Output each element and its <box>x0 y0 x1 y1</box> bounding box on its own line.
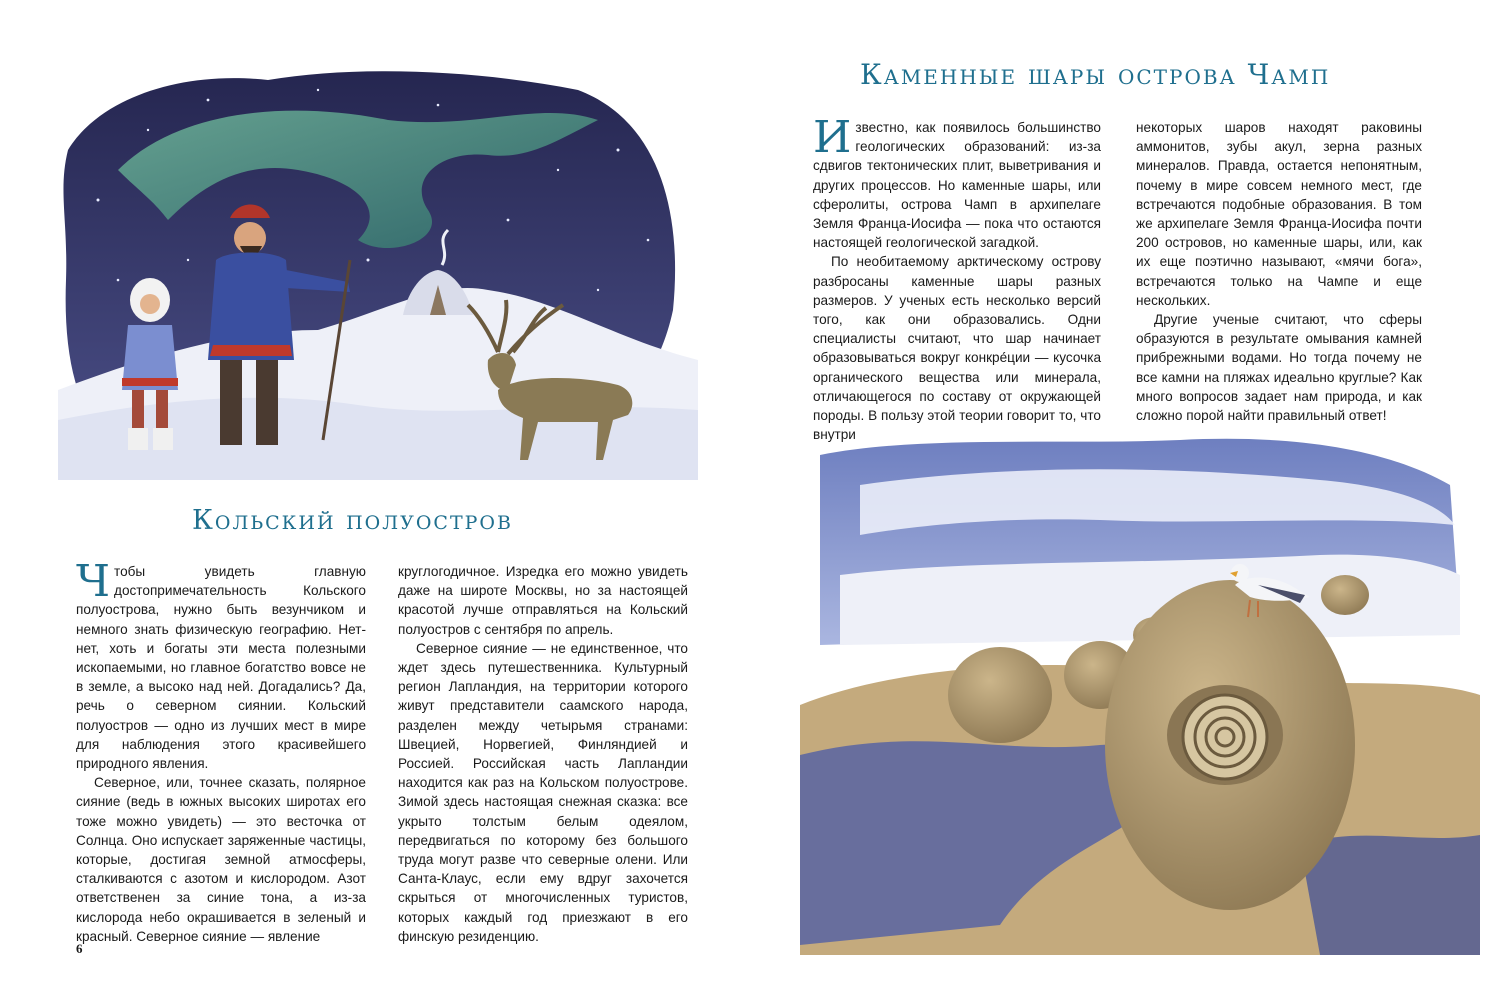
ammonite-fossil <box>1167 685 1283 785</box>
paragraph: Другие ученые считают, что сферы образуются в результате омывания камней прибрежными водами. Но тогда почему не все камни на пляжах идеально круглые? Как много вопросов задает нам природа, и как сложно порой найти правильный ответ! <box>1136 312 1422 424</box>
right-page <box>750 0 1500 1001</box>
text-column-right-2 <box>1136 118 1422 425</box>
kola-peninsula-illustration <box>58 60 698 480</box>
text-column-left-1 <box>76 556 366 946</box>
section-title-champ: Каменные шары острова Чамп <box>860 58 1331 91</box>
paragraph <box>813 112 1101 252</box>
drop-cap: И <box>813 112 852 163</box>
paragraph <box>76 556 366 773</box>
stone-balls-illustration <box>800 425 1480 955</box>
section-title-kola: Кольский полуостров <box>192 505 513 536</box>
paragraph: Северное сияние — не единственное, что ждет здесь путешественника. Культурный регион Лапландия, на территории которого живут представители саамского народа, разделен между четырьмя странами: Швецией, Норвегией, Финляндией и Россией. Российская часть Лапландии находится как раз на Кольском полуострове. Зимой здесь настоящая снежная сказка: все укрыто толстым белым одеялом, передвигаться по которому без большого труда могут разве что северные олени. Или Санта-Клаус, если ему вдруг захочется скрыться от многочисленных туристов, которых каждый год приезжают в его финскую резиденцию. <box>398 640 688 944</box>
paragraph-text: тобы увидеть главную достопримечательность Кольского полуострова, нужно быть везунчиком и немного знать физическую географию. Нет-нет, хоть и богаты эти места полезными ископаемыми, но главное богатство вовсе не в земле, а высоко над ней. Догадались? Да, речь о северном сиянии. Кольский полуостров — одно из лучших мест в мире для наблюдения этого красивейшего природного явления. <box>76 564 366 772</box>
paragraph: некоторых шаров находят раковины аммонитов, зубы акул, зерна разных минералов. Правда, остается непонятным, почему в мире совсем немного мест, где встречаются подобные образования. В том же архипелаге Земля Франца-Иосифа почти 200 островов, но каменные шары, или, как их еще поэтично называют, «мячи бога», встречаются только на Чампе и еще нескольких. <box>1136 120 1422 308</box>
paragraph: Северное, или, точнее сказать, полярное сияние (ведь в южных высоких широтах его тоже можно увидеть) — это весточка от Солнца. Оно испускает заряженные частицы, которые, достигая земной атмосферы, сталкиваются с азотом и кислородом. Азот ответственен за синие тона, а из-за кислорода небо окрашивается в зеленый и красный. Северное сияние — явление <box>76 775 366 944</box>
text-column-left-2 <box>398 562 688 946</box>
drop-cap: Ч <box>76 556 111 607</box>
text-column-right-1 <box>813 112 1101 444</box>
paragraph: круглогодичное. Изредка его можно увидеть даже на широте Москвы, но за настоящей красотой лучше отправляться на Кольский полуостров с сентября по апрель. <box>398 564 688 637</box>
paragraph: По необитаемому арктическому острову разбросаны каменные шары разных размеров. У ученых есть несколько версий того, как они образовались. Одни специалисты считают, что шар начинает образовываться вокруг конкре́ции — кусочка органического вещества или минерала, отличающегося по составу от окружающей породы. В пользу этой теории говорит то, что внутри <box>813 254 1101 443</box>
paragraph-text: звестно, как появилось большинство геологических образований: из-за сдвигов тектонических плит, выветривания и других процессов. Но каменные шары, или сферолиты, острова Чамп в архипелаге Земля Франца-Иосифа — пока что остаются настоящей геологической загадкой. <box>813 120 1101 251</box>
page-number: 6 <box>76 941 83 956</box>
